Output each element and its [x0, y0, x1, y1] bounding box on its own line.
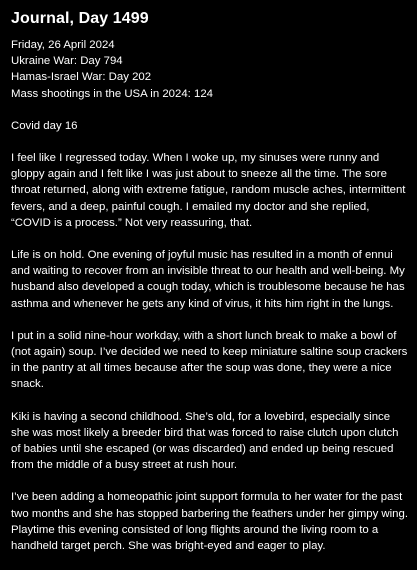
- journal-title: Journal, Day 1499: [11, 10, 149, 27]
- ukraine-war-day: Ukraine War: Day 794: [11, 55, 123, 68]
- hamas-israel-war-day: Hamas-Israel War: Day 202: [11, 71, 152, 84]
- paragraph-life-on-hold: Life is on hold. One evening of joyful music has resulted in a month of ennui and waiting to recover from an invisible threat to our health and well-being. My husband also developed a cough today, which is troublesome because he has asthma and whenever he gets any kind of virus, it hits him right in the lungs.: [11, 249, 405, 310]
- mass-shootings-count: Mass shootings in the USA in 2024: 124: [11, 87, 213, 100]
- covid-day: Covid day 16: [11, 119, 78, 132]
- journal-entry: [11, 9, 411, 570]
- paragraph-kiki: Kiki is having a second childhood. She’s old, for a lovebird, especially since she was most likely a breeder bird that was forced to raise clutch upon clutch of babies until she escaped (or was discarded) and ended up being rescued from the middle of a busy street at rush hour.: [11, 410, 399, 472]
- paragraph-regressed: I feel like I regressed today. When I woke up, my sinuses were runny and gloppy again and I felt like I was just about to sneeze all the time. The sore throat returned, along with extreme fatigue, random muscle aches, intermittent fevers, and a deep, painful cough. I emailed my doctor and she replied, “COVID is a process.” Not very reassuring, that.: [11, 152, 406, 229]
- entry-metadata: [11, 37, 411, 102]
- paragraph-workday: I put in a solid nine-hour workday, with a short lunch break to make a bowl of (not again) soup. I’ve decided we need to keep miniature saltine soup crackers in the pantry at all times because after the soup was done, they were a nice snack.: [11, 329, 408, 391]
- entry-date: Friday, 26 April 2024: [11, 39, 115, 51]
- paragraph-homeopathic: I’ve been adding a homeopathic joint support formula to her water for the past two months and she has stopped barbering the feathers under her gimpy wing. Playtime this evening consisted of long flights around the living room to a handheld target perch. She was bright-eyed and eager to play.: [11, 491, 409, 553]
